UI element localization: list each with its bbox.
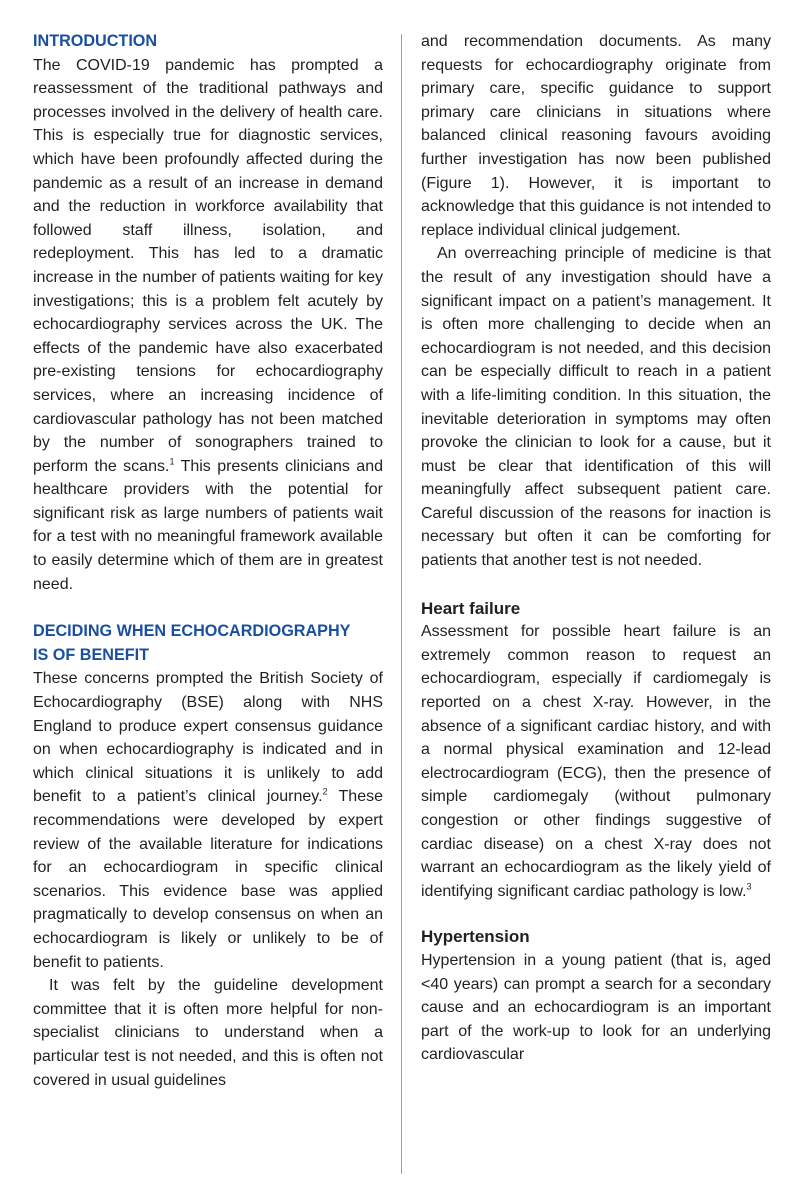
heart-failure-text: Assessment for possible heart failure is an extremely common reason to request an echocardiogram, especially if cardiomegaly is reported on a chest X-ray. However, in the absence of a significant cardiac history, and with a normal physical examination and 12-lead electrocardiogram (ECG), then the presence of simple cardiomegaly (without pulmonary congestion or other findings suggestive of cardiac disease) on a chest X-ray does not warrant an echocardiogram as the likely yield of identifying significant cardiac pathology is low. xyxy=(421,623,771,900)
deciding-heading xyxy=(33,620,383,667)
section-gap xyxy=(33,596,383,620)
introduction-text-continued: This presents clinicians and healthcare providers with the potential for significant risk as large numbers of patients wait for a test with no meaningful framework available to easily determine which of them are in greatest need. xyxy=(33,457,384,593)
introduction-heading: INTRODUCTION xyxy=(33,32,158,50)
right-column xyxy=(421,30,771,1067)
introduction-text: The COVID-19 pandemic has prompted a reassessment of the traditional pathways and processes involved in the delivery of health care. This is especially true for diagnostic services, which have been profoundly affected during the pandemic as a result of an increase in demand and the reduction in workforce availability that followed staff illness, isolation, and redeployment. This has led to a dramatic increase in the number of patients waiting for key investigations; this is a problem felt acutely by echocardiography services across the UK. The effects of the pandemic have also exacerbated pre-existing tensions for echocardiography services, where an increasing incidence of cardiovascular pathology has not been matched by the number of sonographers trained to perform the scans. xyxy=(33,56,383,475)
hypertension-heading: Hypertension xyxy=(421,927,530,947)
deciding-paragraph-2: It was felt by the guideline development committee that it is often more helpful for non-specialist clinicians to understand when a particular test is not needed, and this is often not covered in usual guidelines xyxy=(33,977,383,1089)
section-gap xyxy=(421,903,771,925)
column-divider xyxy=(401,34,402,1174)
reference-1[interactable]: 1 xyxy=(169,456,175,467)
reference-3[interactable]: 3 xyxy=(746,881,752,892)
continuation-paragraph: and recommendation documents. As many requests for echocardiography originate from primary care, specific guidance to support primary care clinicians in situations where balanced clinical reasoning favours avoiding further investigation has now been published (Figure 1). However, it is important to acknowledge that this guidance is not intended to replace individual clinical judgement. xyxy=(421,33,771,239)
deciding-heading-line-1: DECIDING WHEN ECHOCARDIOGRAPHY xyxy=(33,622,351,641)
heart-failure-paragraph xyxy=(421,620,771,903)
hypertension-paragraph: Hypertension in a young patient (that is, aged <40 years) can prompt a search for a secondary cause and an echocardiogram is an important part of the work-up to look for an underlying cardiovascular xyxy=(421,951,771,1064)
section-gap xyxy=(421,573,771,597)
deciding-text: These concerns prompted the British Society of Echocardiography (BSE) along with NHS England to produce expert consensus guidance on when echocardiography is indicated and in which clinical situations it is unlikely to add benefit to a patient’s clinical journey. xyxy=(33,670,383,806)
deciding-paragraph-1 xyxy=(33,667,383,974)
heart-failure-heading: Heart failure xyxy=(421,598,521,618)
deciding-heading-line-2: IS OF BENEFIT xyxy=(33,645,150,664)
reference-2[interactable]: 2 xyxy=(322,787,328,798)
introduction-paragraph xyxy=(33,54,383,597)
left-column xyxy=(33,30,383,1092)
deciding-text-continued: These recommendations were developed by expert review of the available literature for indications for an echocardiogram in specific clinical scenarios. This evidence base was applied pragmatically to develop consensus on when an echocardiogram is likely or unlikely to be of benefit to patients. xyxy=(33,788,384,971)
principle-paragraph: An overreaching principle of medicine is that the result of any investigation should have a significant impact on a patient’s management. It is often more challenging to decide when an echocardiogram is not needed, and this decision can be especially difficult to reach in a patient with a life-limiting condition. In this situation, the inevitable deterioration in symptoms may often provoke the clinician to look for a cause, but it must be clear that identification of this will meaningfully affect subsequent patient care. Careful discussion of the reasons for inaction is necessary but often it can be comforting for patients that another test is not needed. xyxy=(421,245,771,570)
